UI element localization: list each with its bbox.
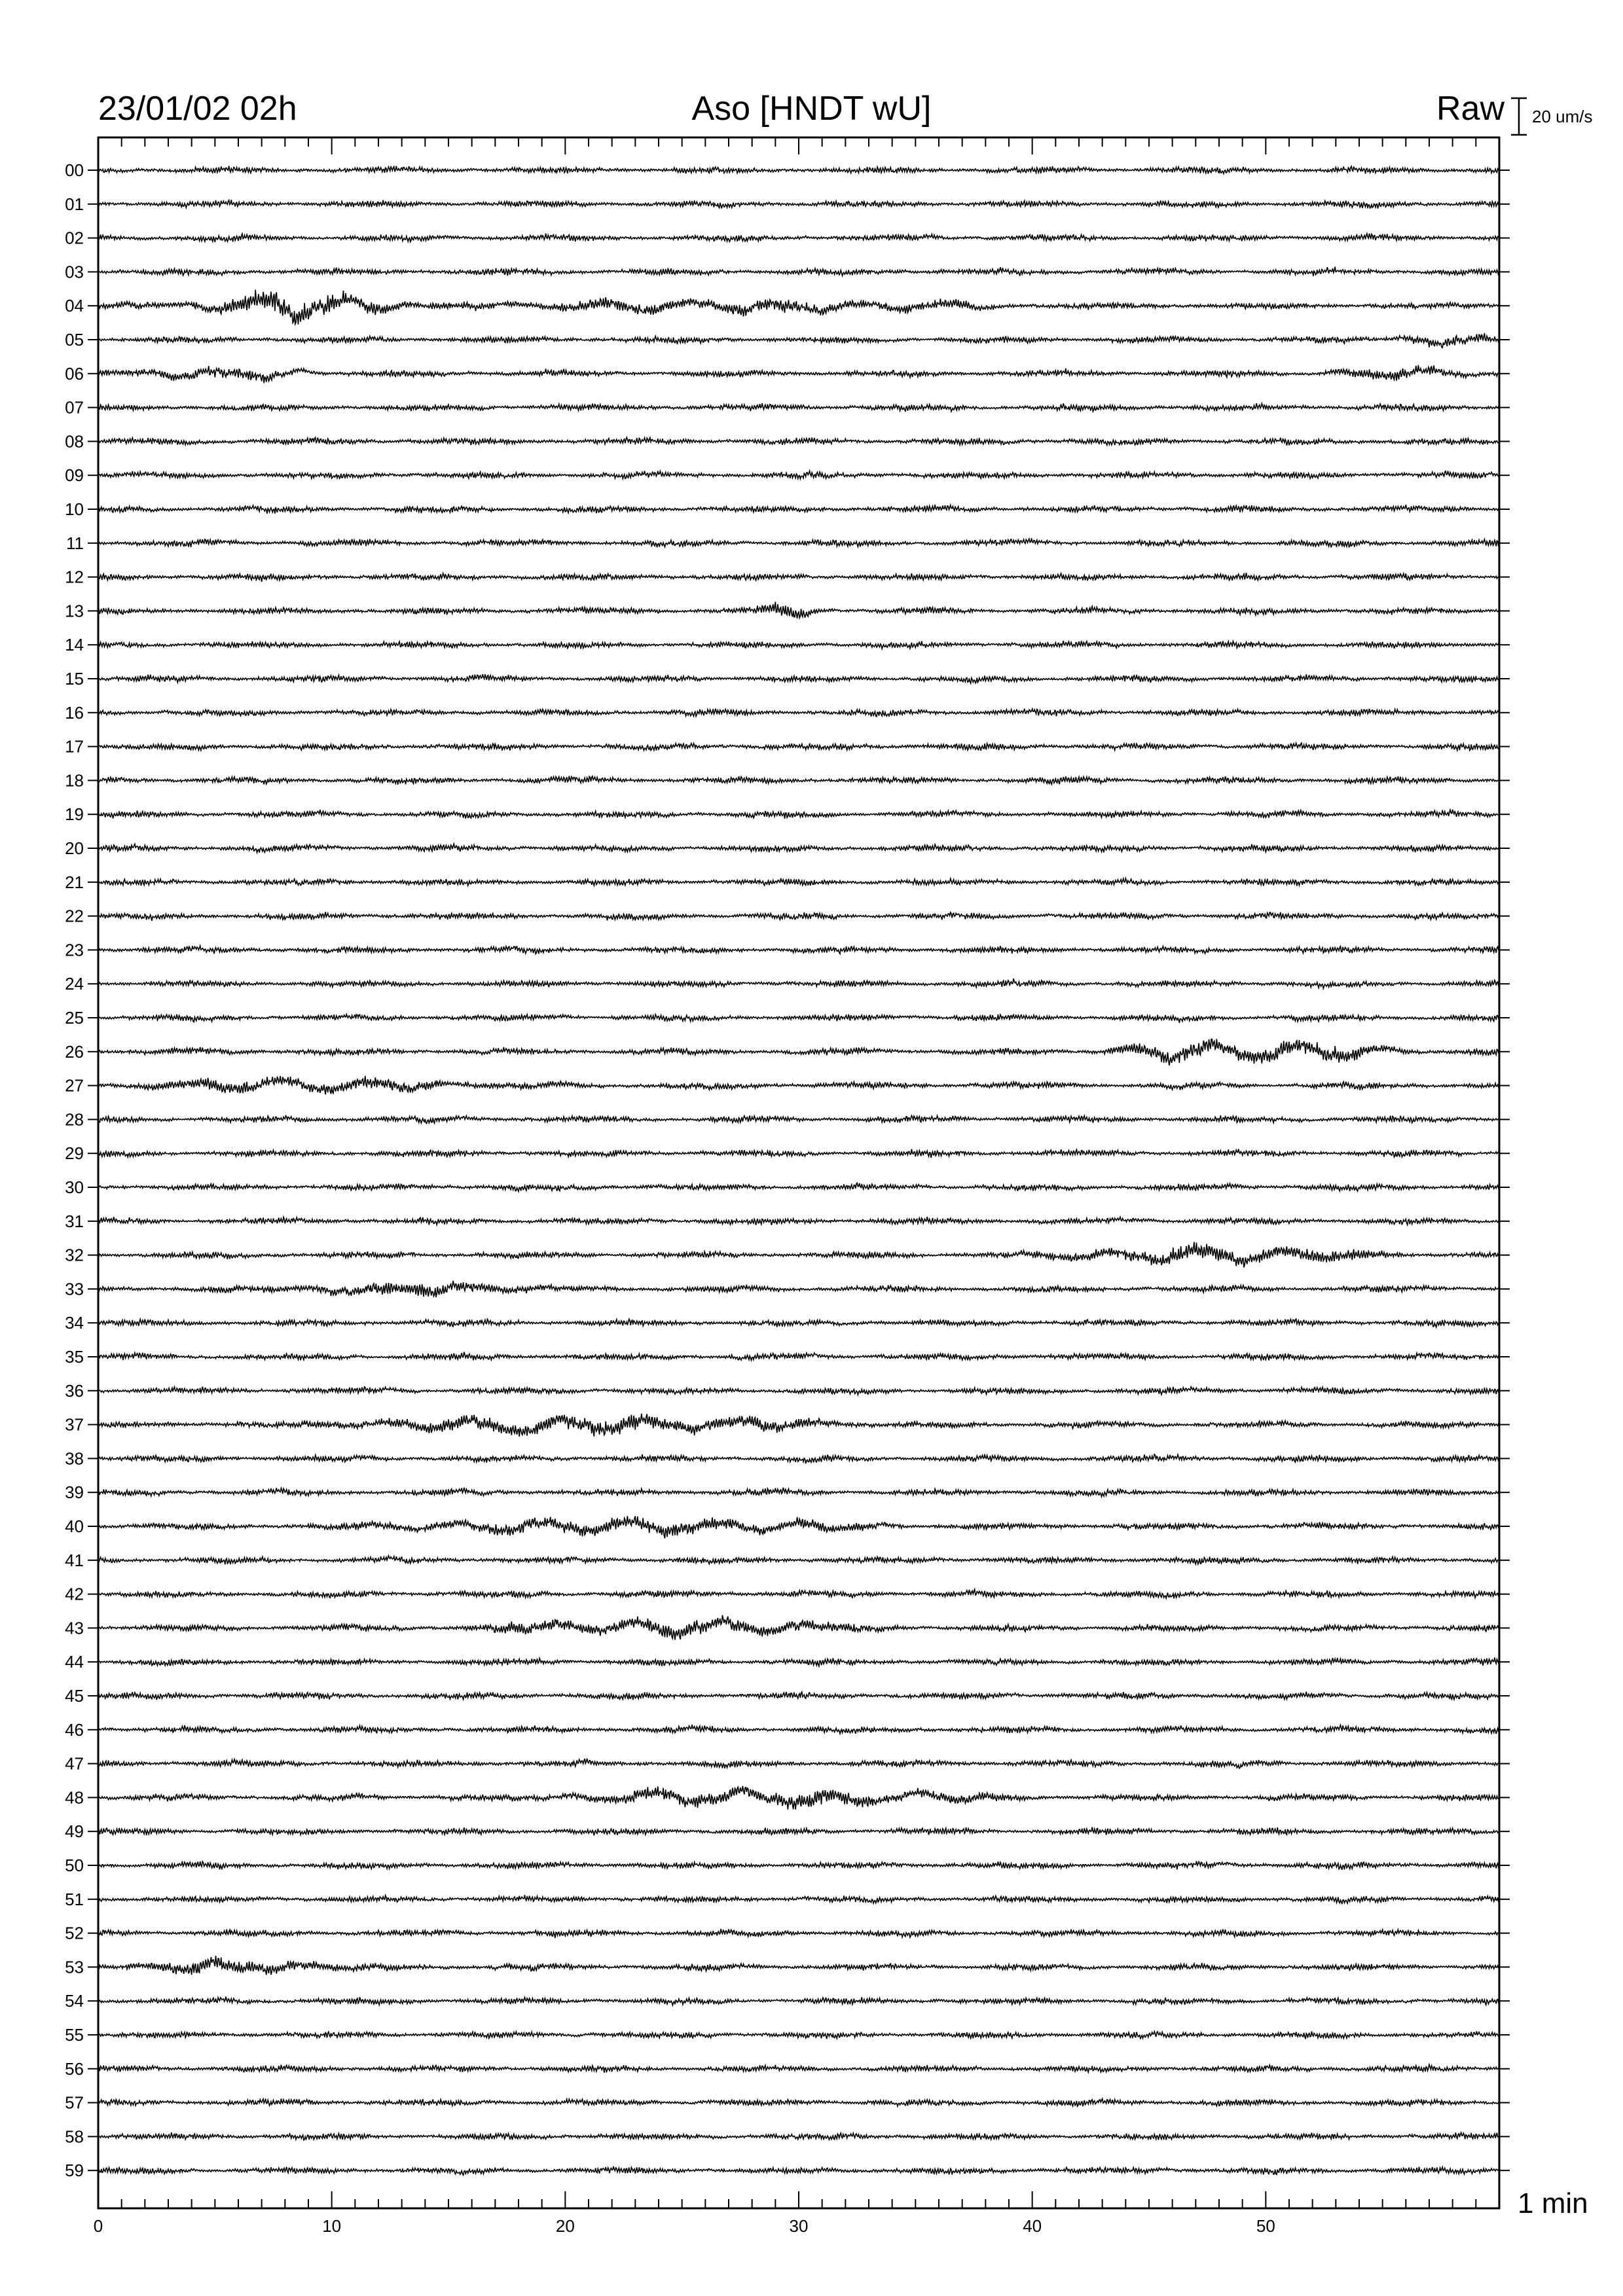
trace-row	[98, 912, 1499, 921]
trace-row	[98, 2098, 1499, 2106]
trace-row	[98, 946, 1499, 954]
row-label: 47	[65, 1753, 84, 1774]
row-label: 06	[65, 363, 84, 384]
trace-row	[98, 1929, 1499, 1938]
x-tick-label: 30	[789, 2216, 809, 2236]
trace-row	[98, 471, 1499, 478]
trace-row	[98, 403, 1499, 412]
trace-row	[98, 1657, 1499, 1666]
trace-row	[98, 1242, 1499, 1268]
trace-row	[98, 1488, 1499, 1497]
row-label: 41	[65, 1550, 84, 1570]
row-label: 50	[65, 1856, 84, 1875]
trace-row	[98, 1692, 1499, 1700]
trace-row	[98, 1115, 1499, 1123]
row-label: 20	[65, 838, 84, 858]
row-label: 17	[65, 736, 84, 757]
row-label: 38	[65, 1448, 84, 1469]
trace-row	[98, 844, 1499, 852]
trace-row	[98, 1956, 1499, 1975]
plot-frame	[98, 137, 1499, 2208]
row-label: 08	[65, 431, 84, 452]
row-label: 39	[65, 1482, 84, 1503]
row-label: 37	[65, 1414, 84, 1435]
row-label: 43	[65, 1618, 84, 1638]
row-label: 36	[65, 1380, 84, 1401]
row-label: 22	[65, 906, 84, 926]
bottom-time-ticks	[98, 2191, 1499, 2208]
trace-row	[98, 1149, 1499, 1158]
trace-row	[98, 437, 1499, 445]
trace-row	[98, 1759, 1499, 1768]
row-label: 05	[65, 330, 84, 350]
row-label: 31	[65, 1211, 84, 1231]
row-label: 16	[65, 702, 84, 723]
x-tick-label: 20	[555, 2216, 575, 2236]
trace-row	[98, 365, 1499, 383]
row-label: 52	[65, 1923, 84, 1943]
row-label: 29	[65, 1143, 84, 1164]
mode-label: Raw	[1436, 90, 1504, 128]
trace-row	[98, 1352, 1499, 1361]
row-label: 04	[65, 296, 84, 316]
trace-row	[98, 776, 1499, 785]
row-label: 11	[66, 533, 84, 553]
trace-row	[98, 743, 1499, 751]
trace-row	[98, 1615, 1499, 1640]
station-title: Aso [HNDT wU]	[691, 90, 932, 128]
row-label: 26	[65, 1041, 84, 1062]
trace-row	[98, 1786, 1499, 1810]
trace-row	[98, 1217, 1499, 1225]
row-label: 54	[65, 1991, 84, 2011]
row-label: 27	[65, 1075, 84, 1096]
trace-row	[98, 878, 1499, 886]
trace-row	[98, 538, 1499, 547]
row-label: 40	[65, 1516, 84, 1536]
row-labels	[65, 160, 1510, 2180]
row-label: 33	[65, 1279, 84, 1299]
x-tick-label: 0	[93, 2216, 103, 2236]
trace-row	[98, 1414, 1499, 1437]
x-tick-label: 40	[1023, 2216, 1042, 2236]
row-label: 21	[65, 872, 84, 892]
row-label: 30	[65, 1177, 84, 1197]
trace-row	[98, 234, 1499, 242]
trace-row	[98, 674, 1499, 683]
row-label: 34	[65, 1313, 84, 1333]
row-label: 51	[65, 1889, 84, 1909]
row-label: 13	[65, 601, 84, 621]
trace-row	[98, 1183, 1499, 1191]
seismic-traces	[98, 166, 1499, 2176]
trace-row	[98, 810, 1499, 819]
trace-row	[98, 1387, 1499, 1395]
trace-row	[98, 505, 1499, 514]
trace-row	[98, 1319, 1499, 1327]
trace-row	[98, 1281, 1499, 1297]
trace-row	[98, 267, 1499, 276]
trace-row	[98, 2032, 1499, 2039]
row-label: 15	[65, 669, 84, 689]
trace-row	[98, 1454, 1499, 1463]
row-label: 58	[65, 2126, 84, 2147]
trace-row	[98, 2166, 1499, 2175]
trace-row	[98, 2132, 1499, 2140]
trace-row	[98, 978, 1499, 988]
row-label: 10	[65, 499, 84, 519]
x-tick-label: 50	[1256, 2216, 1275, 2236]
trace-row	[98, 573, 1499, 582]
trace-row	[98, 1827, 1499, 1836]
trace-row	[98, 1725, 1499, 1734]
trace-row	[98, 709, 1499, 717]
row-label: 01	[65, 194, 84, 214]
row-label: 49	[65, 1821, 84, 1842]
trace-row	[98, 1076, 1499, 1095]
trace-row	[98, 1516, 1499, 1538]
trace-row	[98, 200, 1499, 208]
trace-row	[98, 1861, 1499, 1870]
row-label: 00	[65, 160, 84, 180]
date-hour-label: 23/01/02 02h	[98, 90, 297, 128]
trace-row	[98, 1997, 1499, 2005]
row-label: 56	[65, 2058, 84, 2079]
row-label: 12	[65, 567, 84, 587]
trace-row	[98, 166, 1499, 174]
trace-row	[98, 290, 1499, 325]
trace-row	[98, 602, 1499, 619]
trace-row	[98, 1556, 1499, 1564]
duration-label: 1 min	[1518, 2187, 1588, 2219]
row-label: 25	[65, 1008, 84, 1028]
row-label: 14	[65, 635, 84, 655]
row-label: 09	[65, 465, 84, 486]
top-time-ticks	[98, 137, 1499, 154]
trace-row	[98, 641, 1499, 649]
row-label: 03	[65, 262, 84, 282]
scale-bar-label: 20 um/s	[1532, 107, 1593, 126]
row-label: 19	[65, 804, 84, 825]
row-label: 42	[65, 1584, 84, 1604]
trace-row	[98, 333, 1499, 348]
row-label: 24	[65, 974, 84, 994]
row-label: 23	[65, 940, 84, 960]
row-label: 48	[65, 1787, 84, 1808]
trace-row	[98, 1014, 1499, 1023]
row-label: 44	[65, 1652, 84, 1672]
row-label: 18	[65, 770, 84, 791]
bottom-tick-labels	[94, 2216, 1275, 2236]
trace-row	[98, 1895, 1499, 1904]
row-label: 55	[65, 2025, 84, 2045]
trace-row	[98, 2064, 1499, 2073]
trace-row	[98, 1589, 1499, 1598]
row-label: 02	[65, 228, 84, 248]
row-label: 57	[65, 2092, 84, 2113]
x-tick-label: 10	[322, 2216, 342, 2236]
trace-row	[98, 1039, 1499, 1066]
row-label: 28	[65, 1109, 84, 1130]
row-label: 45	[65, 1686, 84, 1706]
row-label: 46	[65, 1719, 84, 1740]
row-label: 32	[65, 1245, 84, 1265]
row-label: 35	[65, 1347, 84, 1367]
row-label: 53	[65, 1957, 84, 1977]
row-label: 59	[65, 2161, 84, 2181]
row-label: 07	[65, 397, 84, 418]
